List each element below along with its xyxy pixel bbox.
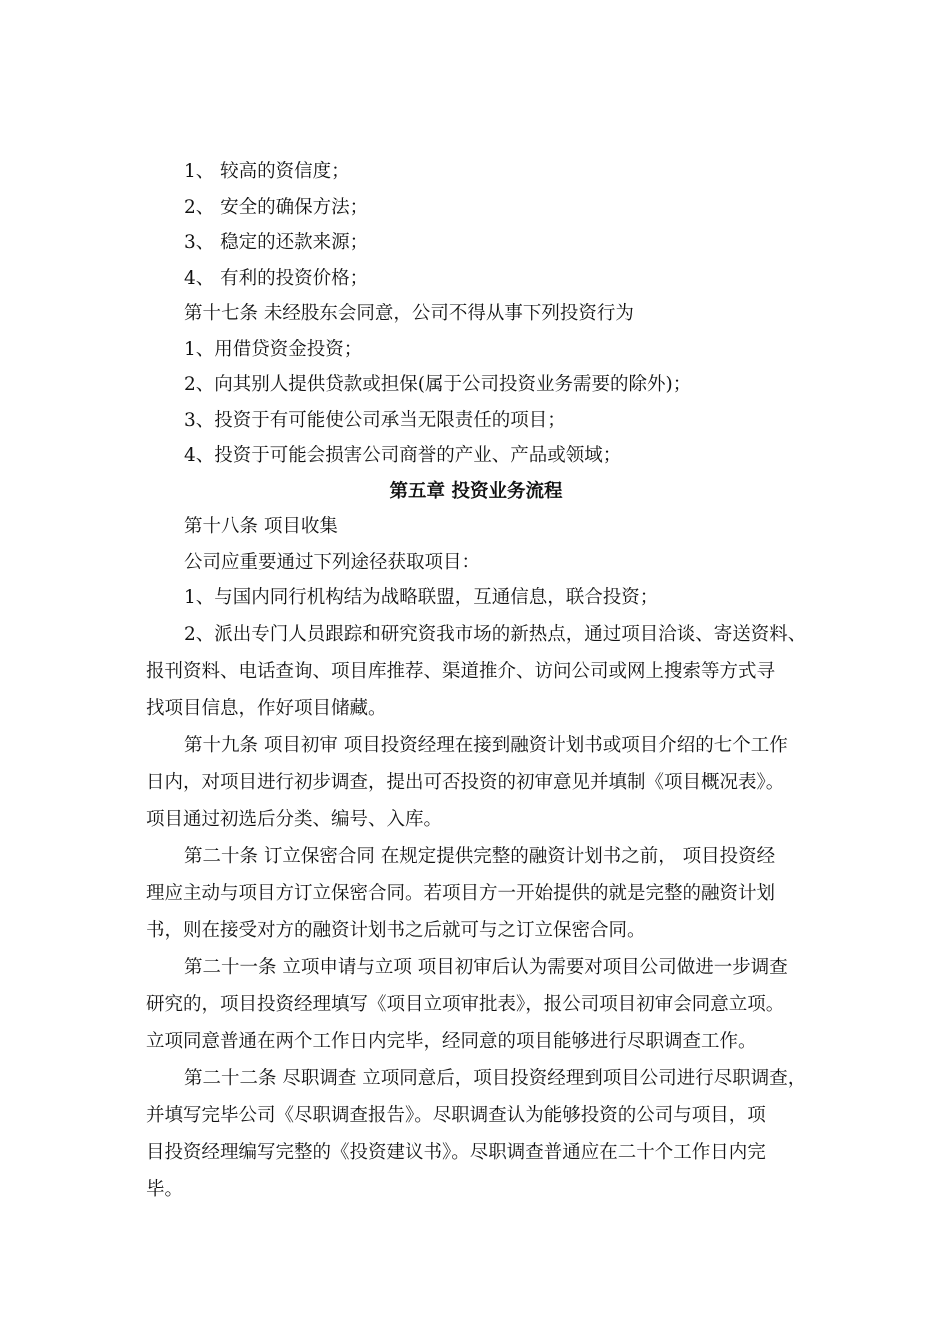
article-17-title: 第十七条 未经股东会同意，公司不得从事下列投资行为: [184, 303, 634, 324]
article-18-intro: 公司应重要通过下列途径获取项目：: [184, 551, 481, 573]
article-20: [146, 838, 806, 949]
article-18-title: 第十八条 项目收集: [184, 516, 338, 537]
paragraph-line: 2、派出专门人员跟踪和研究资我市场的新热点，通过项目洽谈、寄送资料、: [184, 623, 807, 645]
list-item: 3、 稳定的还款来源；: [184, 232, 369, 253]
list-item: 1、用借贷资金投资；: [184, 338, 363, 360]
paragraph-line: 找项目信息，作好项目储藏。: [146, 697, 387, 719]
article-19: [146, 727, 806, 838]
paragraph-line: 书，则在接受对方的融资计划书之后就可与之订立保密合同。: [146, 919, 646, 941]
paragraph-line: 目投资经理编写完整的《投资建议书》。尽职调查普通应在二十个工作日内完: [146, 1141, 766, 1163]
chapter-heading: 第五章 投资业务流程: [389, 480, 563, 502]
list-item: 1、与国内同行机构结为战略联盟，互通信息，联合投资；: [184, 587, 659, 608]
paragraph-line: 毕。: [146, 1178, 184, 1200]
paragraph-line: 第二十条 订立保密合同 在规定提供完整的融资计划书之前， 项目投资经: [184, 845, 776, 867]
paragraph-line: 第十九条 项目初审 项目投资经理在接到融资计划书或项目介绍的七个工作: [184, 734, 788, 756]
paragraph-line: 理应主动与项目方订立保密合同。若项目方一开始提供的就是完整的融资计划: [146, 882, 776, 904]
article-18-item-2: [146, 616, 806, 727]
article-22: [146, 1060, 806, 1208]
paragraph-line: 研究的，项目投资经理填写《项目立项审批表》，报公司项目初审会同意立项。: [146, 993, 785, 1015]
paragraph-line: 第二十二条 尽职调查 立项同意后，项目投资经理到项目公司进行尽职调查，: [184, 1067, 807, 1089]
paragraph-line: 第二十一条 立项申请与立项 项目初审后认为需要对项目公司做进一步调查: [184, 956, 788, 978]
list-item: 2、 安全的确保方法；: [184, 196, 369, 218]
paragraph-line: 日内，对项目进行初步调查，提出可否投资的初审意见并填制《项目概况表》。: [146, 771, 785, 793]
document-body: [146, 154, 806, 1208]
paragraph-line: 报刊资料、电话查询、项目库推荐、渠道推介、访问公司或网上搜索等方式寻: [146, 660, 776, 682]
article-21: [146, 949, 806, 1060]
paragraph-line: 并填写完毕公司《尽职调查报告》。尽职调查认为能够投资的公司与项目，项: [146, 1104, 766, 1126]
list-item: 3、投资于有可能使公司承当无限责任的项目；: [184, 409, 566, 431]
list-item: 4、投资于可能会损害公司商誉的产业、产品或领域；: [184, 445, 622, 466]
list-item: 1、 较高的资信度；: [184, 161, 350, 182]
paragraph-line: 项目通过初选后分类、编号、入库。: [146, 808, 443, 830]
list-item: 4、 有利的投资价格；: [184, 267, 369, 289]
paragraph-line: 立项同意普通在两个工作日内完毕，经同意的项目能够进行尽职调查工作。: [146, 1030, 757, 1052]
list-item: 2、向其别人提供贷款或担保(属于公司投资业务需要的除外)；: [184, 374, 692, 395]
